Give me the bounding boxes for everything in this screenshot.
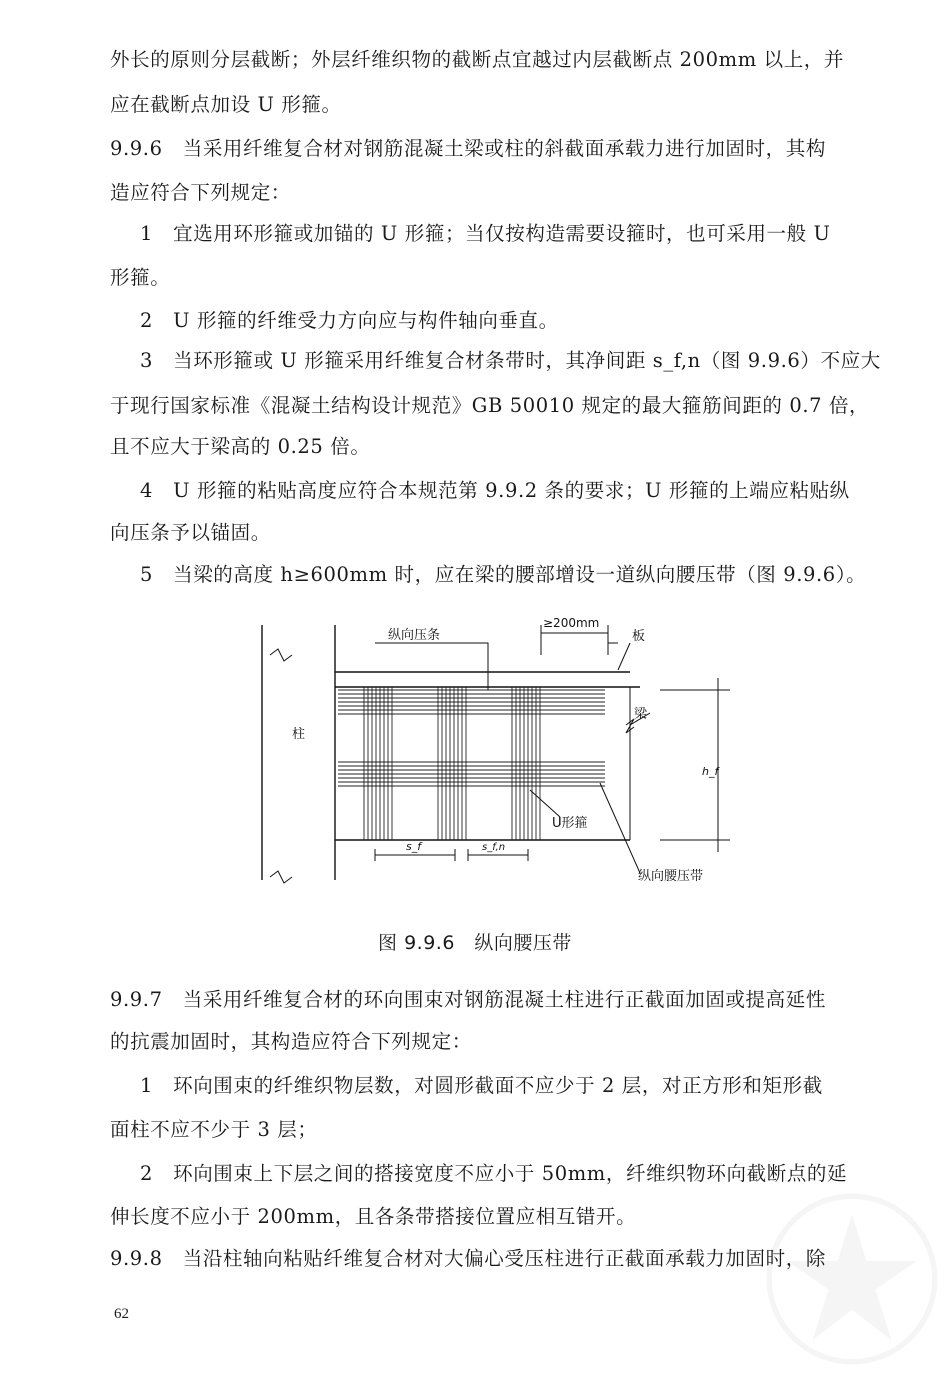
section-heading-9-9-6: 9.9.6 当采用纤维复合材对钢筋混凝土梁或柱的斜截面承载力进行加固时，其构 — [110, 137, 826, 160]
label-sfn: s_f,n — [482, 842, 506, 853]
label-liang: 梁 — [634, 707, 648, 722]
label-sf: s_f — [406, 840, 422, 853]
text-line: 形箍。 — [110, 266, 171, 289]
section-heading-9-9-8: 9.9.8 当沿柱轴向粘贴纤维复合材对大偏心受压柱进行正截面承载力加固时，除 — [110, 1247, 826, 1270]
watermark-star-icon — [762, 1189, 942, 1369]
text-line: 于现行国家标准《混凝土结构设计规范》GB 50010 规定的最大箍筋间距的 0.7 倍， — [110, 394, 870, 417]
figure-caption: 图 9.9.6 纵向腰压带 — [378, 932, 572, 954]
label-hf: h_f — [702, 765, 719, 778]
list-item-1: 1 环向围束的纤维织物层数，对圆形截面不应少于 2 层，对正方形和矩形截 — [140, 1074, 823, 1097]
label-yao-ya-dai: 纵向腰压带 — [638, 869, 704, 884]
text-line: 面柱不应不少于 3 层； — [110, 1118, 318, 1141]
list-item-2: 2 环向围束上下层之间的搭接宽度不应小于 50mm，纤维织物环向截断点的延 — [140, 1162, 848, 1185]
figure-9-9-6 — [230, 615, 760, 910]
list-item-1: 1 宜选用环形箍或加锚的 U 形箍；当仅按构造需要设箍时，也可采用一般 U — [140, 222, 831, 245]
label-ban: 板 — [632, 629, 646, 644]
text-line: 应在截断点加设 U 形箍。 — [110, 93, 342, 116]
text-line: 伸长度不应小于 200mm，且各条带搭接位置应相互错开。 — [110, 1205, 637, 1228]
text-line: 向压条予以锚固。 — [110, 521, 271, 544]
label-ge200: ≥200mm — [543, 616, 600, 630]
list-item-4: 4 U 形箍的粘贴高度应符合本规范第 9.9.2 条的要求；U 形箍的上端应粘贴纵 — [140, 479, 850, 502]
text-line: 外长的原则分层截断；外层纤维织物的截断点宜越过内层截断点 200mm 以上，并 — [110, 48, 844, 71]
label-zongxiang-yatiao: 纵向压条 — [388, 628, 441, 643]
text-line: 且不应大于梁高的 0.25 倍。 — [110, 435, 371, 458]
text-line: 的抗震加固时，其构造应符合下列规定： — [110, 1030, 472, 1053]
section-heading-9-9-7: 9.9.7 当采用纤维复合材的环向围束对钢筋混凝土柱进行正截面加固或提高延性 — [110, 988, 826, 1011]
list-item-5: 5 当梁的高度 h≥600mm 时，应在梁的腰部增设一道纵向腰压带（图 9.9.6）。 — [140, 563, 867, 586]
text-line: 造应符合下列规定： — [110, 181, 291, 204]
page-number: 62 — [114, 1306, 129, 1322]
label-u-gu: U形箍 — [552, 816, 588, 831]
label-zhu: 柱 — [292, 727, 306, 742]
list-item-2: 2 U 形箍的纤维受力方向应与构件轴向垂直。 — [140, 309, 559, 332]
list-item-3: 3 当环形箍或 U 形箍采用纤维复合材条带时，其净间距 s_f,n（图 9.9.6）不应大 — [140, 349, 881, 372]
